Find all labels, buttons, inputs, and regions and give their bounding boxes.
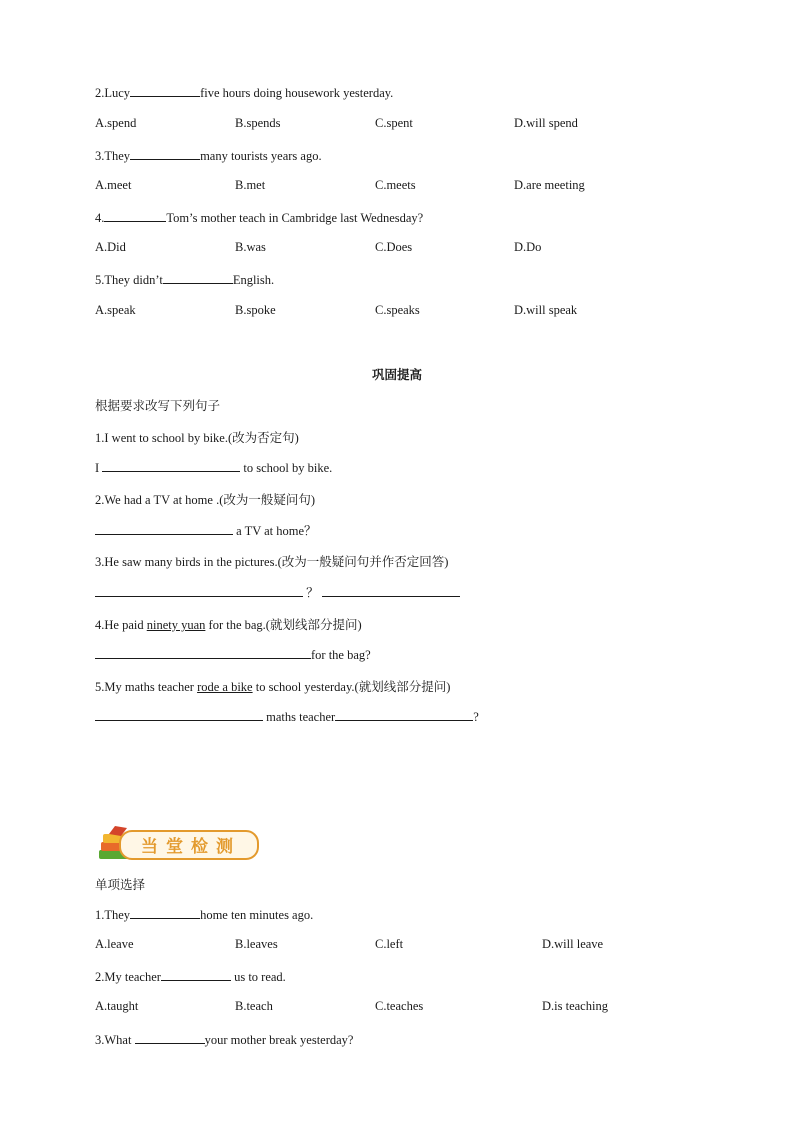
answer-blank[interactable] xyxy=(102,459,240,472)
question-text: Tom’s mother teach in Cambridge last Wednesday? xyxy=(166,211,424,225)
rewrite-question-3: 3.He saw many birds in the pictures.(改为一般疑问句并作否定回答) xyxy=(95,555,449,569)
question-text: 2.Lucy xyxy=(95,86,131,100)
option-d[interactable]: D.is teaching xyxy=(542,999,608,1013)
rewrite-question-4 xyxy=(95,615,362,633)
answer-blank[interactable] xyxy=(95,584,303,597)
option-a[interactable]: A.Did xyxy=(95,240,126,254)
question-5 xyxy=(95,271,274,288)
question-2 xyxy=(95,84,393,101)
question-3 xyxy=(95,147,322,164)
choice-question-2 xyxy=(95,968,286,985)
option-c[interactable]: C.left xyxy=(375,937,404,951)
question-4 xyxy=(95,209,423,226)
answer-blank[interactable] xyxy=(130,147,200,160)
answer-blank[interactable] xyxy=(130,906,200,919)
answer-blank[interactable] xyxy=(163,271,233,284)
section-instruction: 单项选择 xyxy=(95,878,146,892)
answer-prefix: I xyxy=(95,461,100,475)
rewrite-question-2: 2.We had a TV at home .(改为一般疑问句) xyxy=(95,493,316,507)
option-b[interactable]: B.was xyxy=(235,240,266,254)
option-d[interactable]: D.will speak xyxy=(514,303,578,317)
answer-blank[interactable] xyxy=(95,708,263,721)
question-text: to school yesterday.(就划线部分提问) xyxy=(252,680,451,694)
question-text: English. xyxy=(232,273,275,287)
answer-blank[interactable] xyxy=(322,584,460,597)
answer-suffix: ? xyxy=(473,710,479,724)
answer-blank[interactable] xyxy=(135,1031,205,1044)
option-b[interactable]: B.leaves xyxy=(235,937,278,951)
option-b[interactable]: B.teach xyxy=(235,999,273,1013)
choice-question-1 xyxy=(95,906,313,923)
rewrite-question-5 xyxy=(95,677,450,695)
option-b[interactable]: B.spends xyxy=(235,116,281,130)
question-text: five hours doing housework yesterday. xyxy=(200,86,394,100)
question-text: 4.He paid xyxy=(95,618,147,632)
option-a[interactable]: A.spend xyxy=(95,116,137,130)
answer-middle: maths teacher xyxy=(263,710,336,724)
question-text: home ten minutes ago. xyxy=(200,908,314,922)
option-c[interactable]: C.spent xyxy=(375,116,413,130)
question-text: 5.They didn’t xyxy=(95,273,163,287)
answer-blank[interactable] xyxy=(335,708,473,721)
choice-question-3 xyxy=(95,1031,353,1048)
answer-suffix: a TV at home？ xyxy=(236,524,317,538)
answer-blank[interactable] xyxy=(95,522,233,535)
question-text: 5.My maths teacher xyxy=(95,680,198,694)
question-text: your mother break yesterday? xyxy=(204,1033,354,1047)
option-c[interactable]: C.teaches xyxy=(375,999,424,1013)
underlined-phrase: ninety yuan xyxy=(146,618,206,632)
rewrite-answer-4 xyxy=(95,646,371,663)
option-c[interactable]: C.meets xyxy=(375,178,416,192)
question-text: 4. xyxy=(95,211,105,225)
answer-blank[interactable] xyxy=(104,209,166,222)
answer-blank[interactable] xyxy=(161,968,231,981)
section-badge xyxy=(97,826,259,862)
rewrite-answer-1 xyxy=(95,459,332,476)
rewrite-question-1: 1.I went to school by bike.(改为否定句) xyxy=(95,431,299,445)
question-mark: ？ xyxy=(306,586,319,600)
option-b[interactable]: B.spoke xyxy=(235,303,276,317)
section-instruction: 根据要求改写下列句子 xyxy=(95,399,221,413)
badge-label: 当堂检测 xyxy=(141,837,241,857)
answer-suffix: for the bag? xyxy=(311,648,371,662)
option-c[interactable]: C.speaks xyxy=(375,303,420,317)
question-text: many tourists years ago. xyxy=(200,149,322,163)
answer-blank[interactable] xyxy=(130,84,200,97)
option-d[interactable]: D.are meeting xyxy=(514,178,585,192)
option-a[interactable]: A.taught xyxy=(95,999,139,1013)
rewrite-answer-5 xyxy=(95,708,479,725)
question-text: 3.What xyxy=(95,1033,135,1047)
answer-blank[interactable] xyxy=(95,646,311,659)
rewrite-answer-3 xyxy=(95,583,460,601)
question-text: 1.They xyxy=(95,908,131,922)
option-d[interactable]: D.Do xyxy=(514,240,542,254)
option-b[interactable]: B.met xyxy=(235,178,266,192)
question-text: 3.They xyxy=(95,149,131,163)
rewrite-answer-2 xyxy=(95,521,317,539)
option-d[interactable]: D.will leave xyxy=(542,937,604,951)
question-text: 2.My teacher xyxy=(95,970,161,984)
underlined-phrase: rode a bike xyxy=(197,680,253,694)
option-a[interactable]: A.leave xyxy=(95,937,134,951)
option-d[interactable]: D.will spend xyxy=(514,116,578,130)
option-a[interactable]: A.meet xyxy=(95,178,132,192)
question-text: for the bag.(就划线部分提问) xyxy=(205,618,362,632)
question-text: us to read. xyxy=(230,970,286,984)
answer-suffix: to school by bike. xyxy=(243,461,333,475)
section-heading: 巩固提高 xyxy=(371,368,422,382)
option-c[interactable]: C.Does xyxy=(375,240,413,254)
option-a[interactable]: A.speak xyxy=(95,303,136,317)
